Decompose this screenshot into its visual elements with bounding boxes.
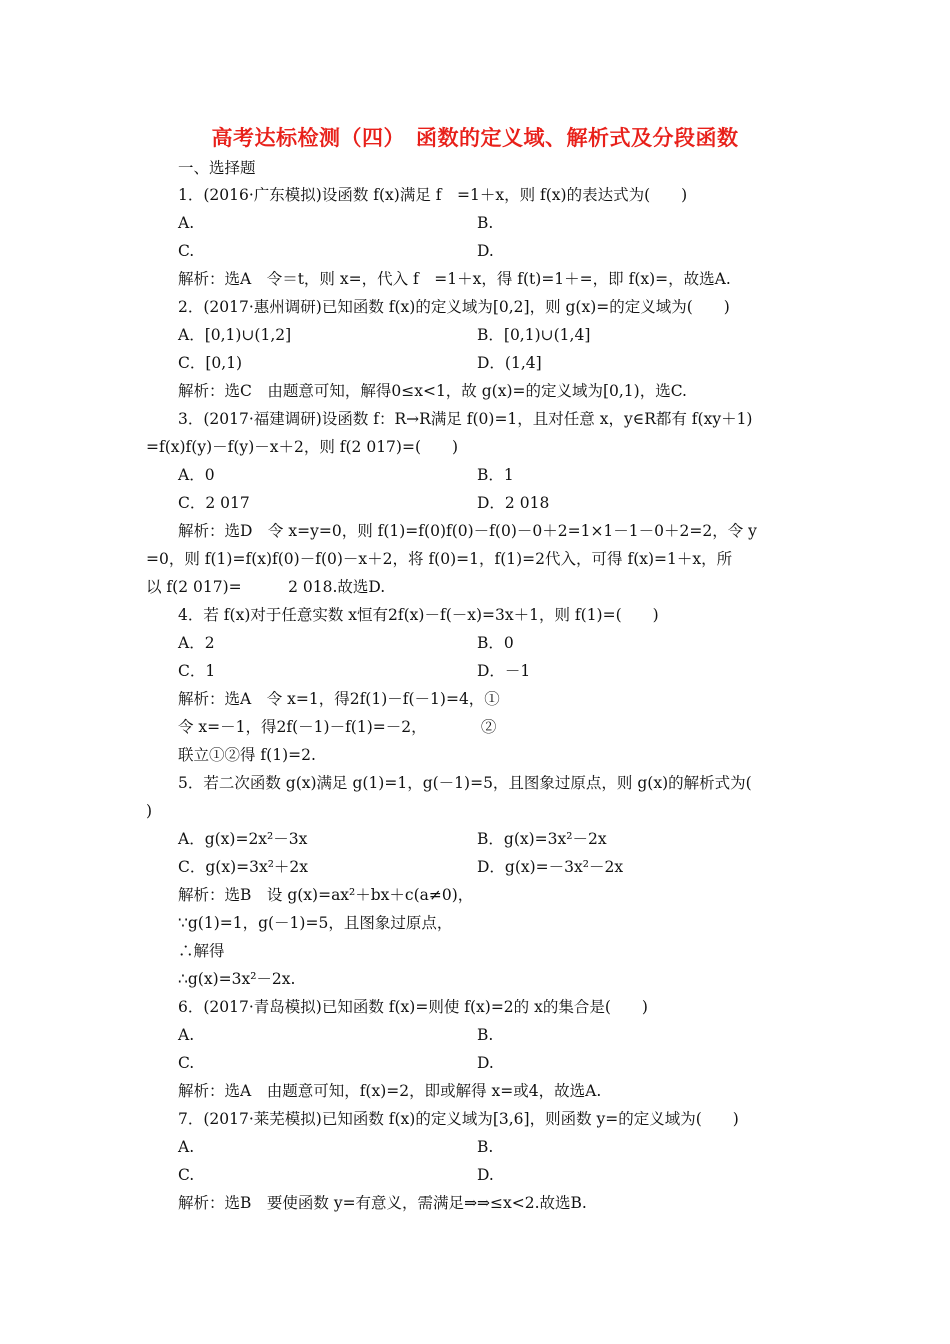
document-title: 高考达标检测（四） 函数的定义域、解析式及分段函数 — [211, 125, 739, 150]
q4-stem: 4．若 f(x)对于任意实数 x恒有2f(x)－f(－x)=3x＋1，则 f(1)=( ) — [178, 606, 659, 624]
q7-answer: 解析：选B 要使函数 y=有意义，需满足⇒⇒≤x<2.故选B. — [178, 1194, 587, 1212]
q6-answer: 解析：选A 由题意可知，f(x)=2，即或解得 x=或4，故选A. — [178, 1082, 602, 1100]
q7-stem: 7．(2017·莱芜模拟)已知函数 f(x)的定义域为[3,6]，则函数 y=的定义域为( ) — [178, 1110, 739, 1128]
section-heading: 一、选择题 — [178, 159, 256, 177]
q7-opt-a: A. — [178, 1138, 195, 1156]
q4-opt-a: A．2 — [178, 634, 215, 652]
q1-opt-d: D. — [477, 242, 494, 260]
q2-stem: 2．(2017·惠州调研)已知函数 f(x)的定义域为[0,2]，则 g(x)=的定义域为( ) — [178, 298, 730, 316]
q4-opt-b: B．0 — [477, 634, 514, 652]
q7-opt-d: D. — [477, 1166, 494, 1184]
q6-opt-d: D. — [477, 1054, 494, 1072]
q1-opt-a: A. — [178, 214, 195, 232]
q5-answer-3: ∴解得 — [178, 942, 225, 960]
q2-opt-d: D．(1,4] — [477, 354, 542, 372]
q5-answer-4: ∴g(x)=3x²－2x. — [178, 970, 296, 988]
q3-opt-b: B．1 — [477, 466, 514, 484]
q3-answer-3: 以 f(2 017)= 2 018.故选D. — [146, 578, 386, 596]
q3-opt-d: D．2 018 — [477, 494, 550, 512]
q7-opt-b: B. — [477, 1138, 494, 1156]
q1-stem: 1．(2016·广东模拟)设函数 f(x)满足 f =1＋x，则 f(x)的表达式为( ) — [178, 186, 688, 204]
q6-stem: 6．(2017·青岛模拟)已知函数 f(x)=则使 f(x)=2的 x的集合是( ) — [178, 998, 648, 1016]
q3-stem-1: 3．(2017·福建调研)设函数 f：R→R满足 f(0)=1，且对任意 x，y∈R都有 f(xy＋1) — [178, 410, 753, 428]
q6-opt-b: B. — [477, 1026, 494, 1044]
q3-opt-c: C．2 017 — [178, 494, 250, 512]
q5-answer-2: ∵g(1)=1，g(－1)=5，且图象过原点， — [178, 914, 453, 932]
q5-opt-a: A．g(x)=2x²－3x — [178, 830, 308, 848]
q3-stem-2: =f(x)f(y)－f(y)－x＋2，则 f(2 017)=( ) — [146, 438, 459, 456]
q5-stem-1: 5．若二次函数 g(x)满足 g(1)=1，g(－1)=5，且图象过原点，则 g(x)的解析式为( — [178, 774, 752, 792]
q4-opt-d: D．－1 — [477, 662, 531, 680]
q2-opt-b: B．[0,1)∪(1,4] — [477, 326, 591, 344]
q5-opt-d: D．g(x)=－3x²－2x — [477, 858, 624, 876]
q2-opt-a: A．[0,1)∪(1,2] — [178, 326, 292, 344]
q4-answer-3: 联立①②得 f(1)=2. — [178, 746, 316, 764]
q1-answer: 解析：选A 令＝t，则 x=，代入 f =1＋x，得 f(t)=1＋=，即 f(x)=，故选A. — [178, 270, 731, 288]
q1-opt-c: C. — [178, 242, 195, 260]
q6-opt-c: C. — [178, 1054, 195, 1072]
q5-opt-c: C．g(x)=3x²＋2x — [178, 858, 309, 876]
q2-opt-c: C．[0,1) — [178, 354, 243, 372]
q4-answer-1: 解析：选A 令 x=1，得2f(1)－f(－1)=4，① — [178, 690, 500, 708]
q4-opt-c: C．1 — [178, 662, 216, 680]
q5-answer-1: 解析：选B 设 g(x)=ax²＋bx＋c(a≠0)， — [178, 886, 474, 904]
q5-stem-2: ) — [146, 802, 153, 820]
q1-opt-b: B. — [477, 214, 494, 232]
q3-answer-2: =0，则 f(1)=f(x)f(0)－f(0)－x＋2，将 f(0)=1，f(1)=2代入，可得 f(x)=1＋x，所 — [146, 550, 733, 568]
q3-answer-1: 解析：选D 令 x=y=0，则 f(1)=f(0)f(0)－f(0)－0＋2=1×1－1－0＋2=2，令 y — [178, 522, 757, 540]
q4-answer-2: 令 x=－1，得2f(－1)－f(1)=－2， ② — [178, 718, 497, 736]
q2-answer: 解析：选C 由题意可知，解得0≤x<1，故 g(x)=的定义域为[0,1)，选C. — [178, 382, 687, 400]
q5-opt-b: B．g(x)=3x²－2x — [477, 830, 607, 848]
q7-opt-c: C. — [178, 1166, 195, 1184]
q3-opt-a: A．0 — [178, 466, 215, 484]
q6-opt-a: A. — [178, 1026, 195, 1044]
